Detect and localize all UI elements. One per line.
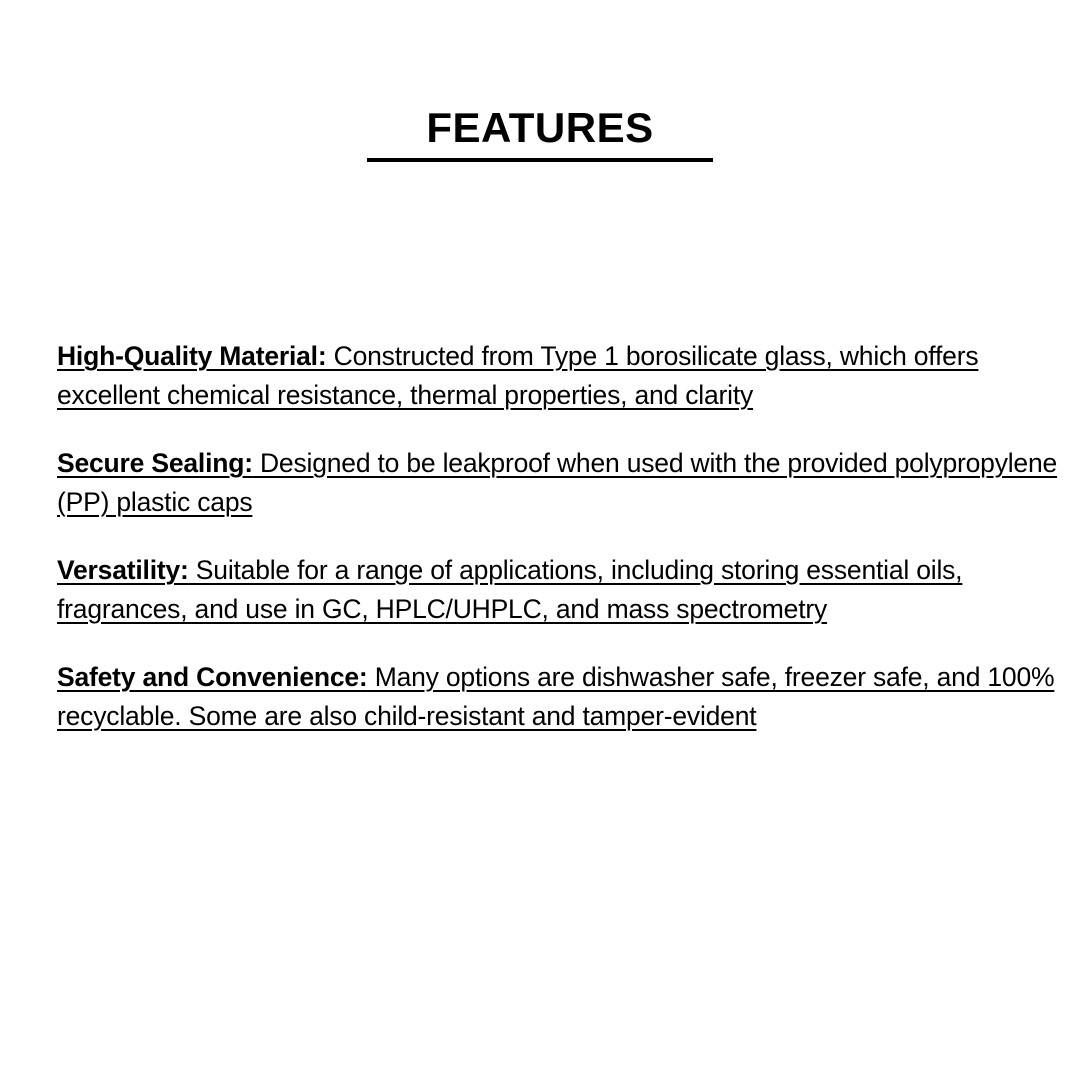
feature-text: Suitable for a range of applications, including storing essential oils, fragrances, and use in GC, HPLC/UHPLC, and mass spectrometry bbox=[57, 555, 963, 624]
feature-text: Designed to be leakproof when used with the provided polypropylene (PP) plastic caps bbox=[57, 448, 1058, 517]
feature-item-versatility bbox=[57, 551, 1072, 628]
feature-item-high-quality-material bbox=[57, 337, 1072, 414]
features-list bbox=[57, 337, 1072, 765]
feature-text: Constructed from Type 1 borosilicate glass, which offers excellent chemical resistance, thermal properties, and clarity bbox=[57, 341, 979, 410]
title-wrap bbox=[367, 104, 713, 152]
feature-label: Safety and Convenience: bbox=[57, 662, 368, 692]
title-underline bbox=[367, 158, 713, 162]
feature-label: High-Quality Material: bbox=[57, 341, 327, 371]
feature-label: Versatility: bbox=[57, 555, 189, 585]
feature-item-safety-and-convenience bbox=[57, 658, 1072, 735]
feature-item-secure-sealing bbox=[57, 444, 1072, 521]
feature-label: Secure Sealing: bbox=[57, 448, 253, 478]
feature-text: Many options are dishwasher safe, freezer safe, and 100% recyclable. Some are also child-resistant and tamper-evident bbox=[57, 662, 1055, 731]
page-title: FEATURES bbox=[426, 104, 654, 151]
